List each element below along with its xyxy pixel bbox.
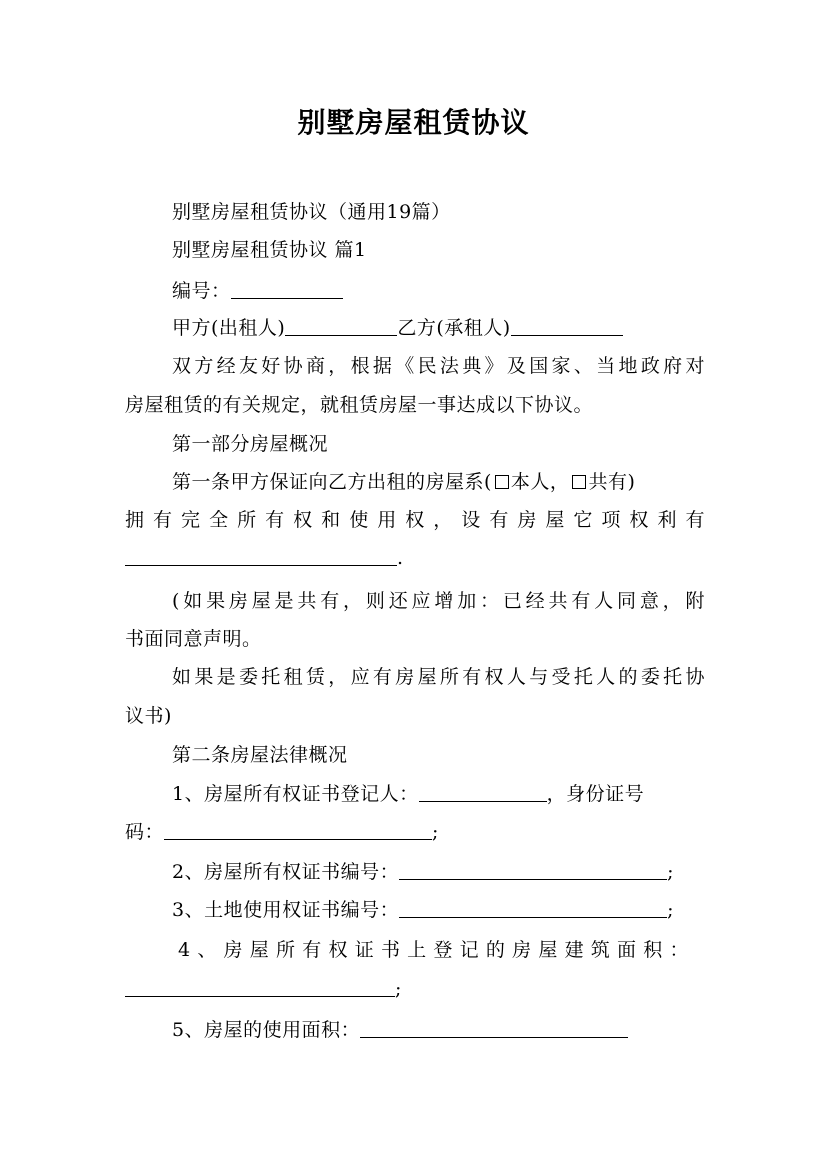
intro-line-1: 双方经友好协商，根据《民法典》及国家、当地政府对 (172, 355, 705, 377)
id-number-blank (164, 820, 432, 840)
semicolon: ; (395, 978, 402, 1000)
subtitle: 别墅房屋租赁协议（通用19篇） (172, 201, 451, 223)
usable-area-blank (360, 1018, 628, 1038)
semicolon: ; (667, 861, 674, 883)
semicolon: ; (432, 821, 439, 843)
article-1-text: 第一条甲方保证向乙方出租的房屋系( (172, 471, 492, 493)
article-2-heading: 第二条房屋法律概况 (172, 744, 348, 766)
part-one-heading: 第一部分房屋概况 (172, 433, 329, 455)
note-line-3: 如果是委托租赁，应有房屋所有权人与受托人的委托协 (172, 666, 705, 688)
item-3 (172, 898, 705, 922)
item-1-label: 1、房屋所有权证书登记人： (172, 783, 419, 805)
option-shared-label: 共有) (588, 471, 636, 493)
id-code-label: 码： (125, 821, 165, 843)
registrant-blank (419, 782, 547, 802)
intro-line-2: 房屋租赁的有关规定，就租赁房屋一事达成以下协议。 (125, 394, 594, 416)
article-1-line-1 (172, 470, 705, 494)
number-label: 编号： (172, 280, 231, 302)
parties-line (172, 316, 705, 340)
party-b-blank (511, 316, 623, 336)
option-self-label: 本人， (510, 471, 570, 493)
document-title: 别墅房屋租赁协议 (297, 106, 530, 139)
item-3-label: 3、土地使用权证书编号： (172, 899, 400, 921)
item-4-line-1: 4、房屋所有权证书上登记的房屋建筑面积： (178, 939, 689, 961)
party-b-label: 乙方(承租人) (397, 317, 511, 339)
note-line-2: 书面同意声明。 (125, 628, 262, 650)
item-5-label: 5、房屋的使用面积： (172, 1019, 361, 1041)
note-line-4: 议书) (125, 705, 172, 727)
number-blank (231, 279, 343, 299)
item-4-line-2 (125, 977, 705, 1001)
chapter-heading: 别墅房屋租赁协议 篇1 (172, 239, 367, 261)
checkbox-shared[interactable] (572, 475, 586, 489)
party-a-label: 甲方(出租人) (172, 317, 286, 339)
item-1-line-1 (172, 782, 705, 806)
item-2-label: 2、房屋所有权证书编号： (172, 861, 400, 883)
land-cert-blank (399, 898, 667, 918)
ownership-cert-blank (399, 860, 667, 880)
item-5 (172, 1018, 705, 1042)
article-1-line-3 (125, 546, 705, 570)
rights-blank (125, 546, 397, 566)
note-line-1: (如果房屋是共有，则还应增加：已经共有人同意，附 (172, 590, 705, 612)
article-1-line-2: 拥有完全所有权和使用权，设有房屋它项权利有 (125, 509, 705, 531)
item-1-line-2 (125, 820, 705, 844)
checkbox-self[interactable] (495, 475, 509, 489)
period: . (397, 547, 404, 569)
id-number-label: ，身份证号 (546, 783, 645, 805)
semicolon: ; (667, 899, 674, 921)
party-a-blank (285, 316, 397, 336)
contract-number (172, 279, 705, 303)
item-2 (172, 860, 705, 884)
building-area-blank (125, 977, 395, 997)
